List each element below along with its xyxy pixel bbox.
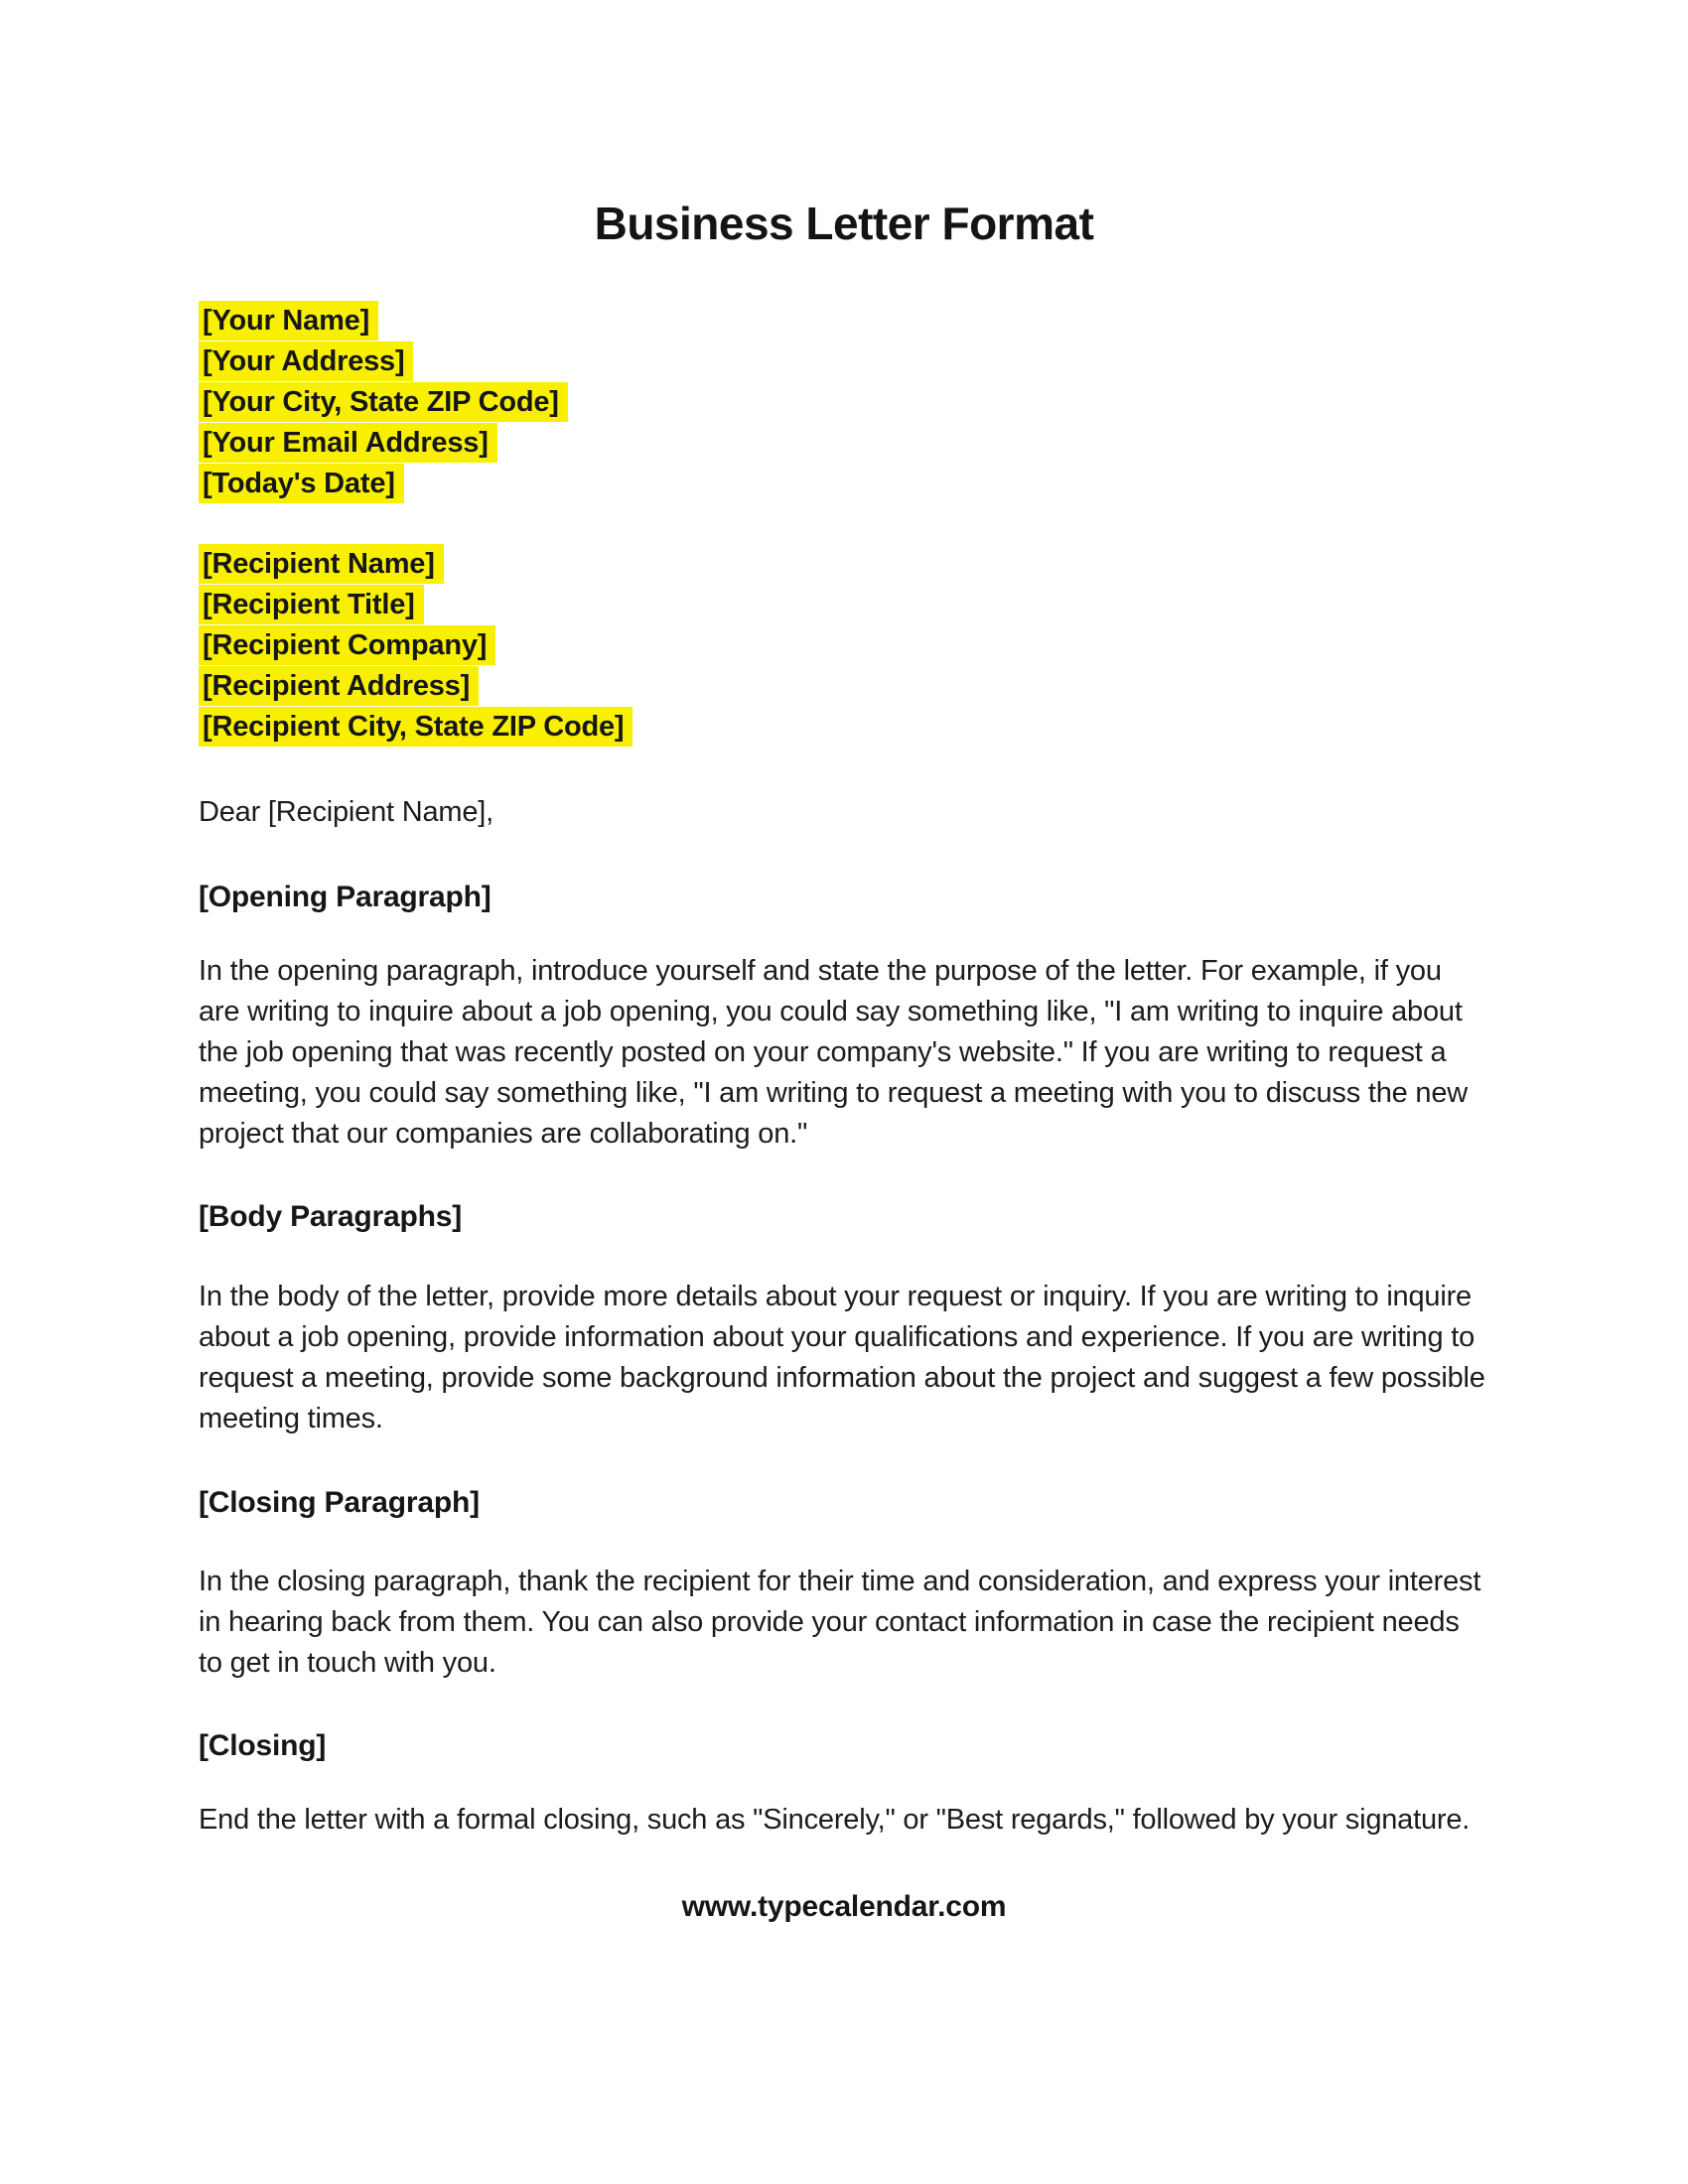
highlighted-text: [Recipient Company] (199, 625, 495, 665)
section-heading-closing-paragraph: [Closing Paragraph] (199, 1486, 480, 1519)
highlighted-text: [Recipient Address] (199, 666, 479, 706)
recipient-line (199, 585, 1489, 625)
section-heading-body-paragraphs: [Body Paragraphs] (199, 1200, 462, 1233)
section-heading-closing: [Closing] (199, 1729, 327, 1762)
section-heading-opening-paragraph: [Opening Paragraph] (199, 881, 492, 913)
highlighted-text: [Your City, State ZIP Code] (199, 382, 568, 422)
paragraph-signoff: End the letter with a formal closing, such as "Sincerely," or "Best regards," followed by your signature. (199, 1804, 1471, 1836)
sender-line (199, 464, 1489, 504)
salutation: Dear [Recipient Name], (199, 796, 493, 828)
highlighted-text: [Recipient City, State ZIP Code] (199, 707, 633, 747)
sender-line (199, 382, 1489, 423)
paragraph-body: In the body of the letter, provide more details about your request or inquiry. If you are writing to inquire about a job opening, provide information about your qualifications and experience. If you are writing to request a meeting, provide some background information about the project and suggest a few possible meeting times. (199, 1281, 1485, 1434)
highlighted-text: [Your Address] (199, 341, 413, 381)
sender-line (199, 341, 1489, 382)
highlighted-text: [Recipient Title] (199, 585, 424, 624)
sender-address-block (199, 301, 1489, 504)
recipient-line (199, 625, 1489, 666)
recipient-line (199, 707, 1489, 748)
highlighted-text: [Your Email Address] (199, 423, 497, 463)
sender-line (199, 301, 1489, 341)
page-title: Business Letter Format (594, 198, 1094, 249)
recipient-address-block (199, 544, 1489, 748)
document-page (0, 195, 1688, 2184)
sender-line (199, 423, 1489, 464)
paragraph-opening: In the opening paragraph, introduce yourself and state the purpose of the letter. For example, if you are writing to inquire about a job opening, you could say something like, "I am writing to inquire about the job opening that was recently posted on your company's website." If you are writing to request a meeting, you could say something like, "I am writing to request a meeting with you to discuss the new project that our companies are collaborating on." (199, 955, 1469, 1150)
recipient-line (199, 544, 1489, 585)
recipient-line (199, 666, 1489, 707)
highlighted-text: [Your Name] (199, 301, 378, 341)
highlighted-text: [Today's Date] (199, 464, 404, 503)
paragraph-closing: In the closing paragraph, thank the recipient for their time and consideration, and express your interest in hearing back from them. You can also provide your contact information in case the recipient needs to get in touch with you. (199, 1566, 1481, 1679)
footer-website: www.typecalendar.com (681, 1890, 1007, 1923)
highlighted-text: [Recipient Name] (199, 544, 444, 584)
